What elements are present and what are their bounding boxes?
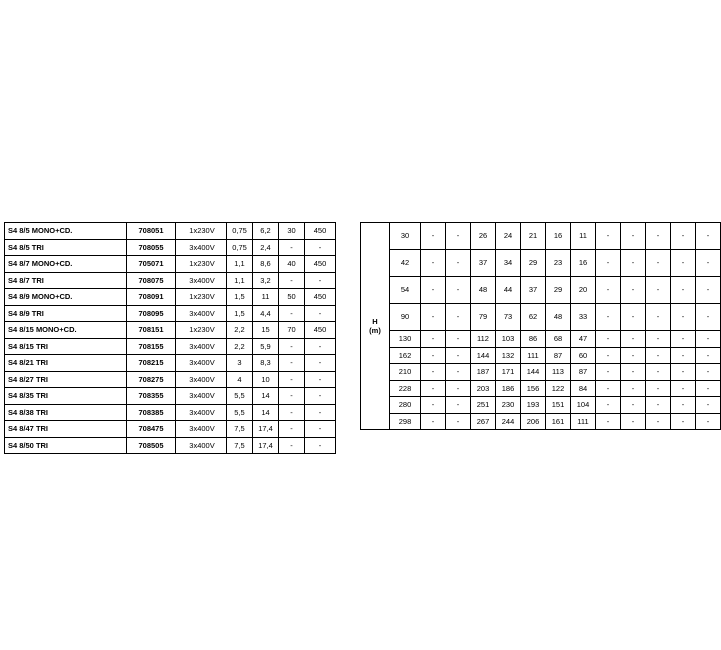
table-row: [361, 380, 721, 397]
pump-power-hp: 17,4: [253, 421, 279, 438]
pump-power-hp: 3,2: [253, 272, 279, 289]
flow-cell: -: [696, 380, 721, 397]
flow-cell: -: [671, 364, 696, 381]
flow-cell: 86: [521, 331, 546, 348]
flow-cell: -: [671, 397, 696, 414]
flow-cell: 151: [546, 397, 571, 414]
pump-power-kw: 3: [227, 355, 253, 372]
pump-power-kw: 5,5: [227, 404, 253, 421]
flow-cell: -: [621, 397, 646, 414]
head-table-wrapper: [360, 222, 721, 430]
flow-cell: -: [596, 250, 621, 277]
flow-cell: -: [696, 397, 721, 414]
flow-cell: -: [596, 380, 621, 397]
flow-cell: -: [646, 277, 671, 304]
flow-cell: 103: [496, 331, 521, 348]
pump-power-kw: 5,5: [227, 388, 253, 405]
table-row: [5, 355, 336, 372]
head-performance-table: [360, 222, 721, 430]
flow-cell: -: [671, 347, 696, 364]
flow-cell: 187: [471, 364, 496, 381]
pump-code: 708475: [127, 421, 176, 438]
pump-value-c: -: [279, 371, 305, 388]
pump-value-d: -: [305, 404, 336, 421]
pump-model-name: S4 8/47 TRI: [5, 421, 127, 438]
flow-cell: 244: [496, 413, 521, 430]
flow-cell: 171: [496, 364, 521, 381]
flow-cell: -: [421, 223, 446, 250]
pump-value-d: 450: [305, 322, 336, 339]
pump-voltage: 3x400V: [176, 272, 227, 289]
flow-cell: 48: [471, 277, 496, 304]
flow-cell: 62: [521, 304, 546, 331]
pump-code: 708075: [127, 272, 176, 289]
pump-value-d: -: [305, 239, 336, 256]
pump-value-c: -: [279, 239, 305, 256]
flow-cell: 206: [521, 413, 546, 430]
pump-value-d: 450: [305, 289, 336, 306]
pump-code: 708385: [127, 404, 176, 421]
pump-value-d: -: [305, 272, 336, 289]
flow-cell: -: [621, 250, 646, 277]
pump-voltage: 3x400V: [176, 404, 227, 421]
flow-cell: -: [421, 380, 446, 397]
tables-container: [0, 222, 710, 454]
pump-model-name: S4 8/7 MONO+CD.: [5, 256, 127, 273]
pump-power-hp: 4,4: [253, 305, 279, 322]
flow-cell: -: [621, 380, 646, 397]
flow-cell: 68: [546, 331, 571, 348]
pump-power-kw: 0,75: [227, 239, 253, 256]
flow-cell: 161: [546, 413, 571, 430]
table-row: [361, 277, 721, 304]
table-row: [5, 289, 336, 306]
table-row: [5, 239, 336, 256]
head-value: 90: [390, 304, 421, 331]
pump-model-name: S4 8/7 TRI: [5, 272, 127, 289]
flow-cell: -: [671, 413, 696, 430]
pump-voltage: 3x400V: [176, 388, 227, 405]
flow-cell: -: [421, 304, 446, 331]
flow-cell: -: [596, 347, 621, 364]
table-row: [5, 421, 336, 438]
flow-cell: 16: [546, 223, 571, 250]
flow-cell: -: [646, 347, 671, 364]
pump-value-c: -: [279, 404, 305, 421]
flow-cell: -: [421, 250, 446, 277]
flow-cell: -: [421, 331, 446, 348]
flow-cell: -: [446, 364, 471, 381]
flow-cell: 111: [521, 347, 546, 364]
flow-cell: 87: [546, 347, 571, 364]
pump-power-hp: 10: [253, 371, 279, 388]
head-axis-label-symbol: H: [372, 317, 378, 326]
flow-cell: 230: [496, 397, 521, 414]
pump-value-c: 70: [279, 322, 305, 339]
head-value: 280: [390, 397, 421, 414]
flow-cell: -: [446, 331, 471, 348]
flow-cell: 111: [571, 413, 596, 430]
flow-cell: -: [671, 304, 696, 331]
pump-voltage: 3x400V: [176, 355, 227, 372]
pump-value-c: -: [279, 272, 305, 289]
pump-code: 708051: [127, 223, 176, 240]
pump-value-c: 50: [279, 289, 305, 306]
pump-model-table: [4, 222, 336, 454]
flow-cell: -: [446, 277, 471, 304]
table-row: [361, 250, 721, 277]
pump-model-name: S4 8/35 TRI: [5, 388, 127, 405]
pump-power-kw: 7,5: [227, 437, 253, 454]
head-axis-label-unit: (m): [369, 326, 381, 335]
head-value: 54: [390, 277, 421, 304]
table-row: [5, 223, 336, 240]
table-row: [5, 322, 336, 339]
flow-cell: 34: [496, 250, 521, 277]
pump-voltage: 3x400V: [176, 437, 227, 454]
pump-power-kw: 2,2: [227, 322, 253, 339]
flow-cell: -: [446, 347, 471, 364]
pump-value-d: -: [305, 437, 336, 454]
flow-cell: 11: [571, 223, 596, 250]
head-value: 42: [390, 250, 421, 277]
pump-code: 708151: [127, 322, 176, 339]
pump-power-hp: 17,4: [253, 437, 279, 454]
flow-cell: 132: [496, 347, 521, 364]
flow-cell: -: [696, 347, 721, 364]
flow-cell: -: [646, 397, 671, 414]
pump-model-name: S4 8/5 MONO+CD.: [5, 223, 127, 240]
pump-model-name: S4 8/9 MONO+CD.: [5, 289, 127, 306]
flow-cell: 37: [521, 277, 546, 304]
pump-value-c: -: [279, 355, 305, 372]
pump-power-hp: 8,3: [253, 355, 279, 372]
flow-cell: -: [696, 304, 721, 331]
pump-power-kw: 2,2: [227, 338, 253, 355]
head-performance-table-body: [361, 223, 721, 430]
pump-model-name: S4 8/9 TRI: [5, 305, 127, 322]
flow-cell: -: [646, 223, 671, 250]
table-row: [5, 272, 336, 289]
flow-cell: 112: [471, 331, 496, 348]
pump-model-table-body: [5, 223, 336, 454]
flow-cell: -: [421, 364, 446, 381]
flow-cell: -: [596, 364, 621, 381]
flow-cell: 251: [471, 397, 496, 414]
pump-power-kw: 0,75: [227, 223, 253, 240]
flow-cell: -: [671, 331, 696, 348]
pump-value-c: 40: [279, 256, 305, 273]
flow-cell: -: [596, 304, 621, 331]
pump-code: 708055: [127, 239, 176, 256]
flow-cell: 23: [546, 250, 571, 277]
flow-cell: -: [446, 380, 471, 397]
flow-cell: 113: [546, 364, 571, 381]
flow-cell: -: [646, 304, 671, 331]
pump-value-d: 450: [305, 256, 336, 273]
flow-cell: 60: [571, 347, 596, 364]
table-row: [361, 397, 721, 414]
pump-model-name: S4 8/15 TRI: [5, 338, 127, 355]
pump-voltage: 3x400V: [176, 239, 227, 256]
pump-model-name: S4 8/27 TRI: [5, 371, 127, 388]
pump-value-c: -: [279, 338, 305, 355]
pump-power-hp: 14: [253, 388, 279, 405]
flow-cell: -: [446, 304, 471, 331]
flow-cell: -: [671, 250, 696, 277]
table-row: [361, 223, 721, 250]
flow-cell: -: [671, 380, 696, 397]
flow-cell: 16: [571, 250, 596, 277]
pump-voltage: 1x230V: [176, 322, 227, 339]
flow-cell: -: [696, 250, 721, 277]
flow-cell: 73: [496, 304, 521, 331]
table-row: [5, 256, 336, 273]
flow-cell: -: [421, 277, 446, 304]
flow-cell: 33: [571, 304, 596, 331]
flow-cell: -: [696, 364, 721, 381]
pump-code: 708155: [127, 338, 176, 355]
table-row: [361, 364, 721, 381]
flow-cell: -: [596, 331, 621, 348]
pump-model-name: S4 8/5 TRI: [5, 239, 127, 256]
pump-value-d: -: [305, 388, 336, 405]
flow-cell: 37: [471, 250, 496, 277]
table-row: [361, 347, 721, 364]
pump-power-hp: 5,9: [253, 338, 279, 355]
flow-cell: 104: [571, 397, 596, 414]
pump-code: 708215: [127, 355, 176, 372]
flow-cell: -: [421, 413, 446, 430]
flow-cell: -: [421, 397, 446, 414]
flow-cell: 20: [571, 277, 596, 304]
flow-cell: -: [621, 304, 646, 331]
flow-cell: 26: [471, 223, 496, 250]
pump-power-hp: 8,6: [253, 256, 279, 273]
head-value: 210: [390, 364, 421, 381]
flow-cell: -: [696, 413, 721, 430]
flow-cell: -: [646, 250, 671, 277]
table-row: [5, 305, 336, 322]
flow-cell: -: [696, 331, 721, 348]
pump-power-hp: 14: [253, 404, 279, 421]
flow-cell: -: [696, 223, 721, 250]
flow-cell: 144: [471, 347, 496, 364]
pump-voltage: 1x230V: [176, 223, 227, 240]
flow-cell: -: [446, 397, 471, 414]
pump-value-d: -: [305, 371, 336, 388]
pump-power-hp: 6,2: [253, 223, 279, 240]
flow-cell: -: [621, 223, 646, 250]
pump-code: 708091: [127, 289, 176, 306]
head-axis-label: [361, 223, 390, 430]
pump-code: 705071: [127, 256, 176, 273]
pump-power-kw: 1,5: [227, 289, 253, 306]
head-value: 130: [390, 331, 421, 348]
flow-cell: 48: [546, 304, 571, 331]
pump-value-c: -: [279, 437, 305, 454]
pump-power-kw: 4: [227, 371, 253, 388]
flow-cell: -: [596, 223, 621, 250]
flow-cell: 193: [521, 397, 546, 414]
flow-cell: 29: [521, 250, 546, 277]
flow-cell: 29: [546, 277, 571, 304]
flow-cell: -: [646, 364, 671, 381]
pump-code: 708275: [127, 371, 176, 388]
table-row: [5, 388, 336, 405]
pump-model-name: S4 8/38 TRI: [5, 404, 127, 421]
flow-cell: 144: [521, 364, 546, 381]
pump-value-c: -: [279, 421, 305, 438]
flow-cell: 84: [571, 380, 596, 397]
pump-value-d: -: [305, 305, 336, 322]
table-row: [5, 404, 336, 421]
pump-model-name: S4 8/15 MONO+CD.: [5, 322, 127, 339]
flow-cell: -: [421, 347, 446, 364]
table-row: [361, 304, 721, 331]
pump-value-d: 450: [305, 223, 336, 240]
flow-cell: 47: [571, 331, 596, 348]
pump-power-kw: 7,5: [227, 421, 253, 438]
flow-cell: -: [446, 223, 471, 250]
flow-cell: -: [671, 277, 696, 304]
pump-power-hp: 11: [253, 289, 279, 306]
flow-cell: 267: [471, 413, 496, 430]
table-row: [5, 437, 336, 454]
pump-code: 708095: [127, 305, 176, 322]
flow-cell: 79: [471, 304, 496, 331]
head-value: 162: [390, 347, 421, 364]
pump-voltage: 3x400V: [176, 371, 227, 388]
flow-cell: -: [621, 413, 646, 430]
pump-voltage: 3x400V: [176, 421, 227, 438]
flow-cell: 203: [471, 380, 496, 397]
pump-voltage: 1x230V: [176, 289, 227, 306]
flow-cell: 87: [571, 364, 596, 381]
pump-power-hp: 15: [253, 322, 279, 339]
head-value: 298: [390, 413, 421, 430]
pump-voltage: 3x400V: [176, 338, 227, 355]
head-value: 228: [390, 380, 421, 397]
pump-code: 708505: [127, 437, 176, 454]
table-row: [361, 413, 721, 430]
pump-power-kw: 1,1: [227, 256, 253, 273]
table-row: [5, 371, 336, 388]
pump-model-name: S4 8/50 TRI: [5, 437, 127, 454]
flow-cell: -: [646, 331, 671, 348]
flow-cell: 156: [521, 380, 546, 397]
flow-cell: 21: [521, 223, 546, 250]
flow-cell: -: [621, 347, 646, 364]
flow-cell: -: [646, 380, 671, 397]
pump-voltage: 3x400V: [176, 305, 227, 322]
flow-cell: -: [446, 250, 471, 277]
pump-value-d: -: [305, 338, 336, 355]
pump-power-hp: 2,4: [253, 239, 279, 256]
flow-cell: -: [621, 331, 646, 348]
flow-cell: -: [596, 397, 621, 414]
pump-value-c: 30: [279, 223, 305, 240]
flow-cell: -: [596, 413, 621, 430]
table-row: [5, 338, 336, 355]
table-row: [361, 331, 721, 348]
flow-cell: 122: [546, 380, 571, 397]
flow-cell: -: [646, 413, 671, 430]
flow-cell: -: [596, 277, 621, 304]
pump-value-d: -: [305, 355, 336, 372]
pump-model-name: S4 8/21 TRI: [5, 355, 127, 372]
pump-power-kw: 1,5: [227, 305, 253, 322]
pump-voltage: 1x230V: [176, 256, 227, 273]
head-value: 30: [390, 223, 421, 250]
pump-value-c: -: [279, 388, 305, 405]
flow-cell: 44: [496, 277, 521, 304]
flow-cell: -: [671, 223, 696, 250]
pump-power-kw: 1,1: [227, 272, 253, 289]
pump-value-d: -: [305, 421, 336, 438]
flow-cell: -: [621, 364, 646, 381]
pump-value-c: -: [279, 305, 305, 322]
pump-code: 708355: [127, 388, 176, 405]
flow-cell: -: [696, 277, 721, 304]
flow-cell: -: [621, 277, 646, 304]
flow-cell: 24: [496, 223, 521, 250]
flow-cell: -: [446, 413, 471, 430]
flow-cell: 186: [496, 380, 521, 397]
